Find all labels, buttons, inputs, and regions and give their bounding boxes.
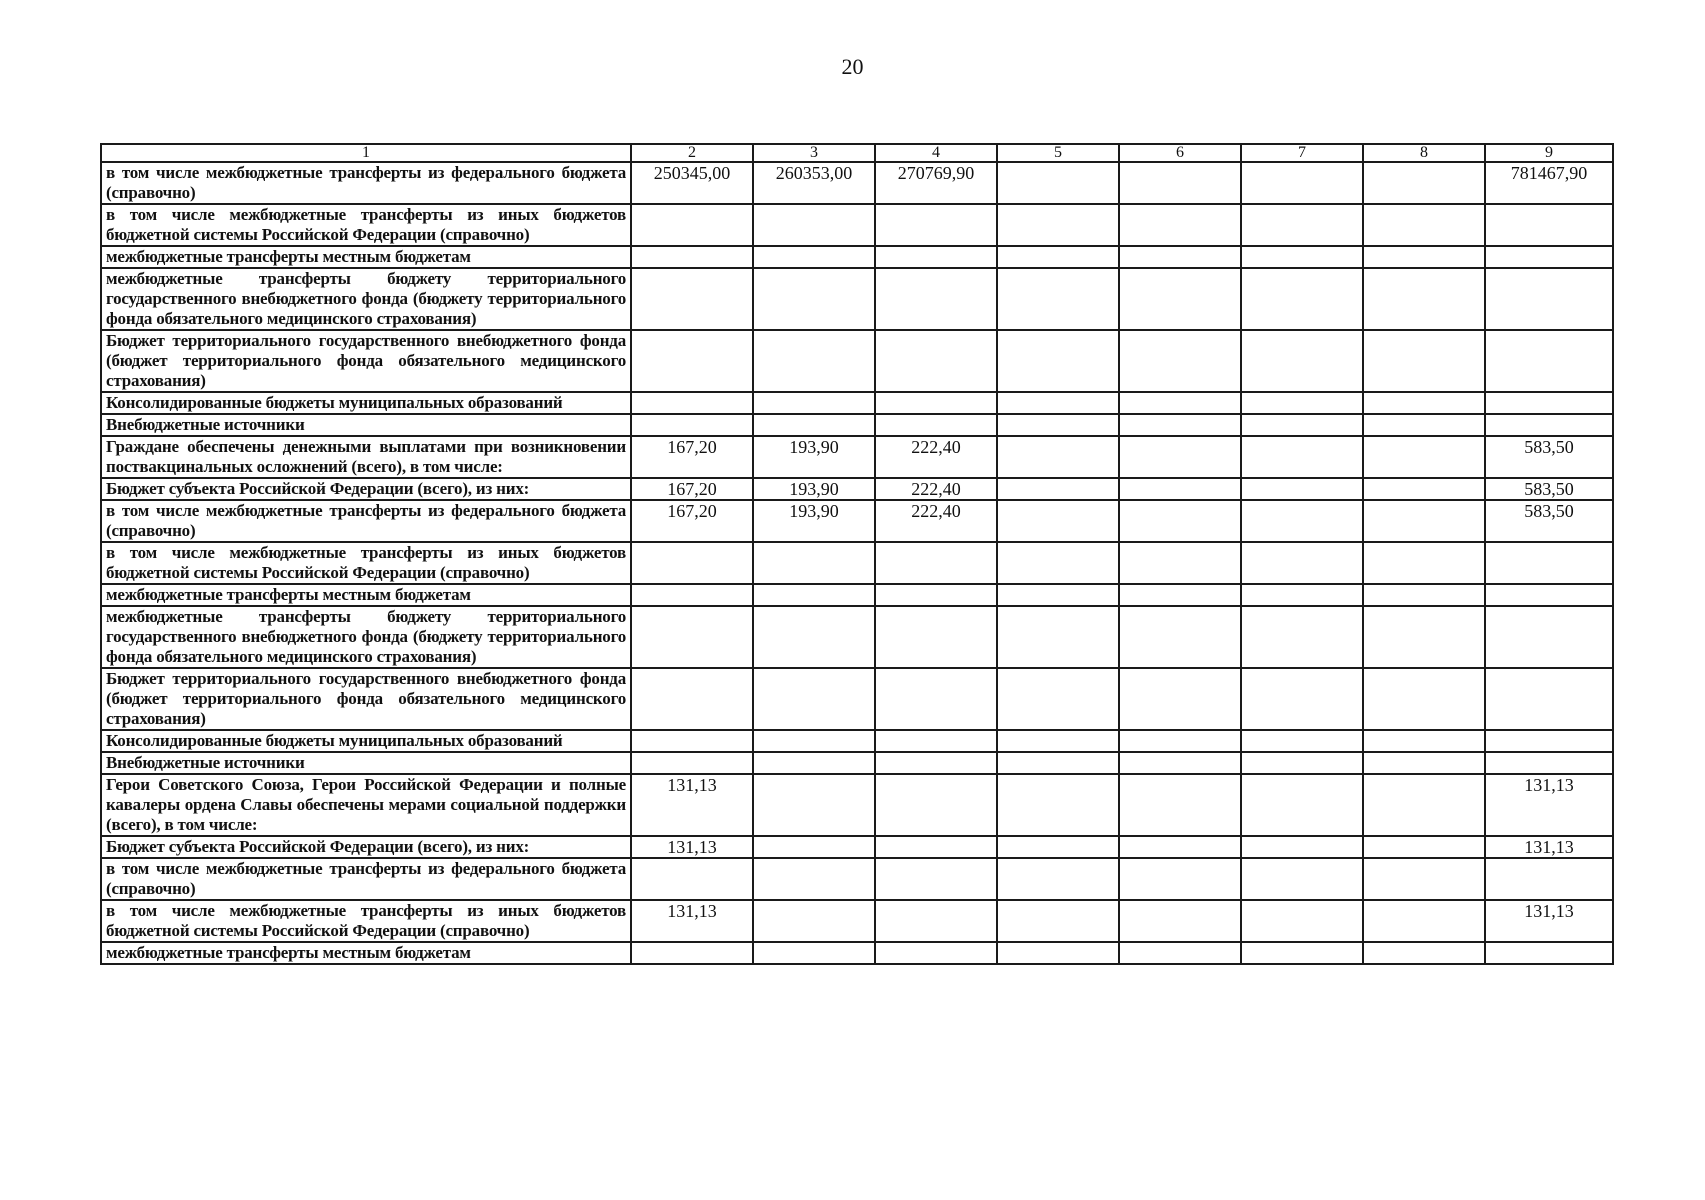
- cell-value: [1119, 942, 1241, 964]
- cell-total: [1485, 330, 1613, 392]
- row-label: Граждане обеспечены денежными выплатами при возникновении поствакцинальных осложнений (всего), в том числе:: [101, 436, 631, 478]
- cell-value: [997, 668, 1119, 730]
- cell-value: [1363, 204, 1485, 246]
- cell-value: [1363, 268, 1485, 330]
- row-label: в том числе межбюджетные трансферты из федерального бюджета (справочно): [101, 500, 631, 542]
- cell-value: [1363, 246, 1485, 268]
- cell-value: [753, 414, 875, 436]
- cell-value: [753, 668, 875, 730]
- cell-value: 167,20: [631, 500, 753, 542]
- cell-value: [1119, 730, 1241, 752]
- table-row: [101, 942, 1613, 964]
- cell-value: [1241, 542, 1363, 584]
- cell-value: [997, 500, 1119, 542]
- cell-value: 193,90: [753, 436, 875, 478]
- cell-value: [631, 330, 753, 392]
- cell-total: [1485, 204, 1613, 246]
- cell-value: [1241, 668, 1363, 730]
- cell-value: [997, 858, 1119, 900]
- row-label: в том числе межбюджетные трансферты из иных бюджетов бюджетной системы Российской Федерации (справочно): [101, 542, 631, 584]
- table-row: [101, 774, 1613, 836]
- column-header: 5: [997, 144, 1119, 162]
- row-label: Консолидированные бюджеты муниципальных образований: [101, 730, 631, 752]
- cell-value: [1241, 478, 1363, 500]
- row-label: Бюджет субъекта Российской Федерации (всего), из них:: [101, 478, 631, 500]
- row-label: Герои Советского Союза, Герои Российской Федерации и полные кавалеры ордена Славы обеспечены мерами социальной поддержки (всего), в том числе:: [101, 774, 631, 836]
- table-row: [101, 900, 1613, 942]
- table-row: [101, 542, 1613, 584]
- cell-total: [1485, 584, 1613, 606]
- cell-value: [1363, 730, 1485, 752]
- cell-value: [631, 268, 753, 330]
- cell-value: [1119, 268, 1241, 330]
- cell-value: [875, 204, 997, 246]
- cell-total: 131,13: [1485, 900, 1613, 942]
- cell-value: [753, 392, 875, 414]
- column-header: 9: [1485, 144, 1613, 162]
- cell-value: [1241, 752, 1363, 774]
- cell-value: [1241, 606, 1363, 668]
- cell-total: 583,50: [1485, 478, 1613, 500]
- cell-value: [1119, 330, 1241, 392]
- cell-value: [753, 246, 875, 268]
- cell-value: [631, 730, 753, 752]
- cell-total: [1485, 942, 1613, 964]
- cell-value: [631, 246, 753, 268]
- row-label: Бюджет территориального государственного внебюджетного фонда (бюджет территориального фонда обязательного медицинского страхования): [101, 330, 631, 392]
- table-row: [101, 392, 1613, 414]
- cell-value: [1119, 858, 1241, 900]
- row-label: межбюджетные трансферты местным бюджетам: [101, 584, 631, 606]
- table-row: [101, 668, 1613, 730]
- cell-value: [1119, 162, 1241, 204]
- cell-value: 193,90: [753, 500, 875, 542]
- row-label: межбюджетные трансферты бюджету территориального государственного внебюджетного фонда (бюджету территориального фонда обязательного медицинского страхования): [101, 268, 631, 330]
- column-header: 3: [753, 144, 875, 162]
- cell-value: [1363, 900, 1485, 942]
- cell-value: [753, 858, 875, 900]
- cell-value: [997, 330, 1119, 392]
- cell-value: 222,40: [875, 436, 997, 478]
- cell-value: [631, 858, 753, 900]
- cell-value: [1241, 414, 1363, 436]
- cell-total: [1485, 246, 1613, 268]
- cell-value: [997, 204, 1119, 246]
- cell-value: [997, 436, 1119, 478]
- cell-value: 222,40: [875, 500, 997, 542]
- cell-value: [1363, 478, 1485, 500]
- cell-value: [997, 542, 1119, 584]
- cell-value: [1119, 584, 1241, 606]
- cell-total: [1485, 730, 1613, 752]
- column-header: 6: [1119, 144, 1241, 162]
- cell-value: [1241, 858, 1363, 900]
- cell-value: [1363, 836, 1485, 858]
- cell-value: [997, 752, 1119, 774]
- cell-total: [1485, 542, 1613, 584]
- cell-value: [1241, 246, 1363, 268]
- cell-total: [1485, 606, 1613, 668]
- cell-value: [997, 942, 1119, 964]
- cell-value: [631, 204, 753, 246]
- cell-value: [875, 392, 997, 414]
- column-header: 7: [1241, 144, 1363, 162]
- cell-value: [997, 268, 1119, 330]
- table-row: [101, 436, 1613, 478]
- cell-value: [997, 414, 1119, 436]
- cell-value: [1363, 392, 1485, 414]
- table-row: [101, 584, 1613, 606]
- table-row: [101, 858, 1613, 900]
- column-header: 8: [1363, 144, 1485, 162]
- cell-value: [997, 836, 1119, 858]
- cell-value: [1119, 392, 1241, 414]
- cell-total: 583,50: [1485, 500, 1613, 542]
- cell-value: [631, 668, 753, 730]
- cell-value: [1363, 414, 1485, 436]
- row-label: межбюджетные трансферты местным бюджетам: [101, 246, 631, 268]
- cell-value: [1363, 584, 1485, 606]
- cell-value: [1363, 330, 1485, 392]
- cell-value: [875, 774, 997, 836]
- cell-value: [1241, 942, 1363, 964]
- cell-value: [753, 584, 875, 606]
- row-label: Внебюджетные источники: [101, 752, 631, 774]
- cell-value: [753, 836, 875, 858]
- cell-value: [1363, 942, 1485, 964]
- cell-value: [1363, 858, 1485, 900]
- cell-value: 222,40: [875, 478, 997, 500]
- cell-value: [997, 478, 1119, 500]
- column-header: 4: [875, 144, 997, 162]
- cell-value: [997, 246, 1119, 268]
- cell-value: [753, 942, 875, 964]
- table-row: [101, 730, 1613, 752]
- cell-value: [1119, 752, 1241, 774]
- table-row: [101, 162, 1613, 204]
- table-row: [101, 246, 1613, 268]
- cell-value: [1363, 542, 1485, 584]
- cell-value: [1119, 774, 1241, 836]
- cell-value: [875, 268, 997, 330]
- cell-value: [875, 836, 997, 858]
- cell-value: [875, 858, 997, 900]
- table-row: [101, 204, 1613, 246]
- cell-value: [1363, 436, 1485, 478]
- cell-value: [875, 584, 997, 606]
- cell-value: 250345,00: [631, 162, 753, 204]
- cell-value: [1119, 500, 1241, 542]
- table-row: [101, 752, 1613, 774]
- budget-table: [100, 143, 1614, 965]
- cell-value: [875, 752, 997, 774]
- cell-value: [753, 204, 875, 246]
- cell-value: [1241, 204, 1363, 246]
- cell-value: [1241, 584, 1363, 606]
- cell-value: [631, 752, 753, 774]
- cell-value: [1241, 330, 1363, 392]
- cell-value: [875, 668, 997, 730]
- cell-value: [1119, 836, 1241, 858]
- row-label: Бюджет территориального государственного внебюджетного фонда (бюджет территориального фонда обязательного медицинского страхования): [101, 668, 631, 730]
- cell-value: [875, 542, 997, 584]
- cell-value: [753, 268, 875, 330]
- row-label: Консолидированные бюджеты муниципальных образований: [101, 392, 631, 414]
- row-label: межбюджетные трансферты местным бюджетам: [101, 942, 631, 964]
- cell-value: [1119, 204, 1241, 246]
- cell-value: [1241, 836, 1363, 858]
- cell-total: [1485, 268, 1613, 330]
- cell-value: [1363, 752, 1485, 774]
- cell-value: 260353,00: [753, 162, 875, 204]
- table-row: [101, 606, 1613, 668]
- cell-value: [631, 606, 753, 668]
- cell-value: [631, 392, 753, 414]
- table-body: [101, 162, 1613, 964]
- cell-total: 781467,90: [1485, 162, 1613, 204]
- cell-total: 131,13: [1485, 774, 1613, 836]
- cell-value: [1363, 668, 1485, 730]
- cell-value: [1241, 268, 1363, 330]
- cell-value: 131,13: [631, 836, 753, 858]
- cell-value: [753, 606, 875, 668]
- cell-value: [997, 162, 1119, 204]
- cell-value: [1119, 414, 1241, 436]
- row-label: в том числе межбюджетные трансферты из федерального бюджета (справочно): [101, 162, 631, 204]
- cell-value: [875, 900, 997, 942]
- cell-value: [631, 542, 753, 584]
- cell-value: [753, 542, 875, 584]
- cell-total: [1485, 668, 1613, 730]
- cell-value: [1119, 478, 1241, 500]
- table-row: [101, 414, 1613, 436]
- cell-total: [1485, 858, 1613, 900]
- cell-value: [1241, 392, 1363, 414]
- row-label: в том числе межбюджетные трансферты из иных бюджетов бюджетной системы Российской Федерации (справочно): [101, 204, 631, 246]
- cell-value: [997, 584, 1119, 606]
- cell-value: [875, 730, 997, 752]
- cell-value: 193,90: [753, 478, 875, 500]
- cell-value: 131,13: [631, 900, 753, 942]
- cell-value: [1241, 900, 1363, 942]
- cell-total: 131,13: [1485, 836, 1613, 858]
- header-row: [101, 144, 1613, 162]
- cell-value: [997, 774, 1119, 836]
- cell-total: [1485, 392, 1613, 414]
- cell-value: [1363, 500, 1485, 542]
- cell-value: [1119, 900, 1241, 942]
- row-label: Бюджет субъекта Российской Федерации (всего), из них:: [101, 836, 631, 858]
- cell-value: [631, 942, 753, 964]
- cell-value: [1241, 500, 1363, 542]
- cell-value: [875, 246, 997, 268]
- cell-value: [875, 942, 997, 964]
- table-row: [101, 478, 1613, 500]
- cell-value: 167,20: [631, 436, 753, 478]
- cell-value: [1119, 246, 1241, 268]
- table-row: [101, 268, 1613, 330]
- cell-value: [997, 606, 1119, 668]
- cell-value: [1363, 162, 1485, 204]
- cell-value: [1363, 606, 1485, 668]
- cell-value: [1119, 542, 1241, 584]
- cell-value: [1119, 606, 1241, 668]
- cell-total: [1485, 414, 1613, 436]
- page-number: 20: [841, 54, 864, 79]
- cell-value: 167,20: [631, 478, 753, 500]
- cell-value: [1363, 774, 1485, 836]
- cell-value: [997, 730, 1119, 752]
- cell-value: [875, 606, 997, 668]
- cell-value: [1241, 162, 1363, 204]
- cell-value: [631, 414, 753, 436]
- cell-value: [1119, 668, 1241, 730]
- cell-value: [753, 752, 875, 774]
- cell-value: [753, 900, 875, 942]
- column-header: 1: [101, 144, 631, 162]
- cell-value: [997, 392, 1119, 414]
- cell-total: 583,50: [1485, 436, 1613, 478]
- row-label: межбюджетные трансферты бюджету территориального государственного внебюджетного фонда (бюджету территориального фонда обязательного медицинского страхования): [101, 606, 631, 668]
- table-row: [101, 836, 1613, 858]
- cell-value: [753, 330, 875, 392]
- cell-value: [875, 330, 997, 392]
- cell-value: 270769,90: [875, 162, 997, 204]
- cell-value: [1241, 730, 1363, 752]
- cell-value: [631, 584, 753, 606]
- table-row: [101, 330, 1613, 392]
- row-label: в том числе межбюджетные трансферты из иных бюджетов бюджетной системы Российской Федерации (справочно): [101, 900, 631, 942]
- cell-value: [875, 414, 997, 436]
- cell-value: [997, 900, 1119, 942]
- table-row: [101, 500, 1613, 542]
- cell-total: [1485, 752, 1613, 774]
- cell-value: [753, 774, 875, 836]
- column-header: 2: [631, 144, 753, 162]
- cell-value: 131,13: [631, 774, 753, 836]
- row-label: в том числе межбюджетные трансферты из федерального бюджета (справочно): [101, 858, 631, 900]
- cell-value: [1241, 774, 1363, 836]
- cell-value: [1241, 436, 1363, 478]
- row-label: Внебюджетные источники: [101, 414, 631, 436]
- cell-value: [753, 730, 875, 752]
- cell-value: [1119, 436, 1241, 478]
